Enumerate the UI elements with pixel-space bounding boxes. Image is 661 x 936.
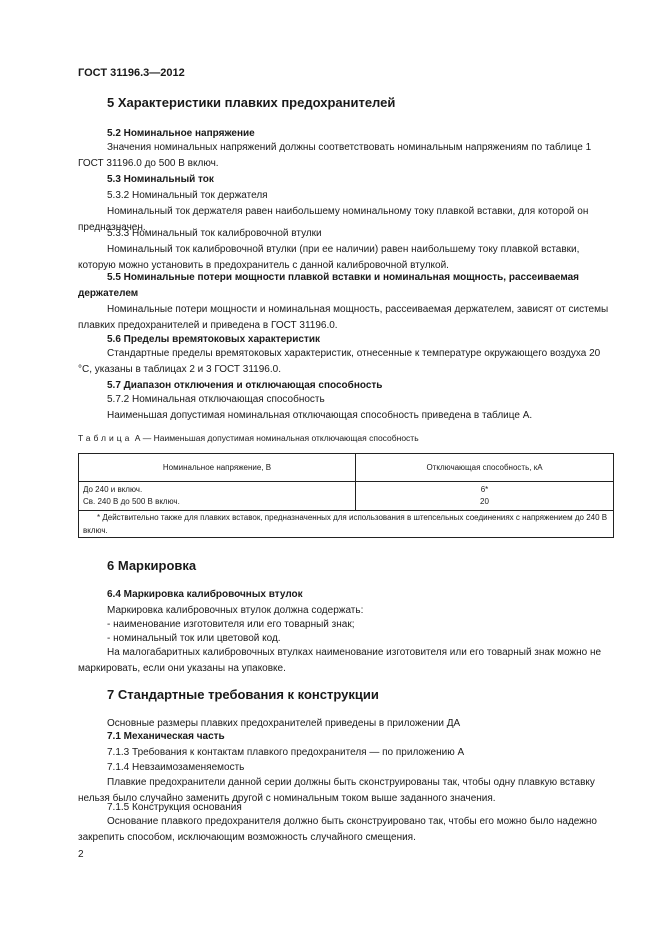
clause-5-2-text: Значения номинальных напряжений должны соответствовать номинальным напряжениям по таблице 1 ГОСТ 31196.0 до 500 В включ. <box>78 142 592 169</box>
section-5-heading: 5 Характеристики плавких предохранителей <box>107 95 396 110</box>
table-footnote: * Действительно также для плавких вставок, предназначенных для использования в штепсельных соединениях с напряжением до 240 В включ. <box>79 511 614 538</box>
marking-list-item-1: - наименование изготовителя или его товарный знак; <box>107 619 355 630</box>
clause-5-7-2-heading: 5.7.2 Номинальная отключающая способность <box>107 394 325 405</box>
clause-7-1-4-text: Плавкие предохранители данной серии должны быть сконструированы так, чтобы одну плавкую вставку нельзя было случайно заменить другой с номинальным током выше заданного значения. <box>78 777 595 804</box>
clause-7-1-5-heading: 7.1.5 Конструкция основания <box>107 802 242 813</box>
table-caption-title: А — Наименьшая допустимая номинальная отключающая способность <box>134 433 419 443</box>
clause-5-3-2-heading: 5.3.2 Номинальный ток держателя <box>107 190 268 201</box>
clause-5-3-heading: 5.3 Номинальный ток <box>107 174 214 185</box>
table-cell-voltage-1: До 240 и включ. <box>83 485 143 494</box>
clause-7-1-heading: 7.1 Механическая часть <box>107 731 225 742</box>
clause-5-2-heading: 5.2 Номинальное напряжение <box>107 128 255 139</box>
table-cell-voltage-2: Св. 240 В до 500 В включ. <box>83 497 180 506</box>
clause-5-5-text: Номинальные потери мощности и номинальная мощность, рассеиваемая держателем, зависят от системы плавких предохранителей и приведена в ГОСТ 31196.0. <box>78 304 609 331</box>
section-6-heading: 6 Маркировка <box>107 558 197 573</box>
table-cell-voltage <box>79 482 356 511</box>
clause-7-1-4-heading: 7.1.4 Невзаимозаменяемость <box>107 762 245 773</box>
table-header-capacity: Отключающая способность, кА <box>356 454 614 482</box>
clause-6-4-text: На малогабаритных калибровочных втулках наименование изготовителя или его товарный знак можно не маркировать, если они указаны на упаковке. <box>78 647 602 674</box>
clause-7-1-5-text: Основание плавкого предохранителя должно быть сконструировано так, чтобы его можно было надежно закрепить способом, исключающим возможность случайного смещения. <box>78 816 597 843</box>
clause-5-3-2-text: Номинальный ток держателя равен наибольшему номинальному току плавкой вставки, для которой он предназначен. <box>78 206 589 233</box>
table-cell-capacity-1: 6* <box>480 485 489 494</box>
marking-list-item-2: - номинальный ток или цветовой код. <box>107 633 281 644</box>
table-caption-label: Таблица <box>78 433 133 443</box>
section-7-heading: 7 Стандартные требования к конструкции <box>107 687 379 702</box>
clause-5-7-heading: 5.7 Диапазон отключения и отключающая способность <box>107 380 383 391</box>
clause-6-4-heading: 6.4 Маркировка калибровочных втулок <box>107 589 303 600</box>
clause-5-5-heading: 5.5 Номинальные потери мощности плавкой вставки и номинальная мощность, рассеиваемая держателем <box>78 272 580 299</box>
document-id: ГОСТ 31196.3—2012 <box>78 67 185 79</box>
table-cell-capacity <box>356 482 614 511</box>
page-number: 2 <box>78 849 84 860</box>
table-caption <box>78 433 419 443</box>
breaking-capacity-table <box>78 453 614 538</box>
clause-5-3-3-heading: 5.3.3 Номинальный ток калибровочной втулки <box>107 228 322 239</box>
table-cell-capacity-2: 20 <box>480 497 489 506</box>
clause-5-3-3-text: Номинальный ток калибровочной втулки (при ее наличии) равен наибольшему току плавкой вставки, которую можно установить в предохранитель с данной калибровочной втулкой. <box>78 244 580 271</box>
table-header-voltage: Номинальное напряжение, В <box>79 454 356 482</box>
clause-5-6-text: Стандартные пределы времятоковых характеристик, отнесенные к температуре окружающего воздуха 20 °С, указаны в таблицах 2 и 3 ГОСТ 31196.0. <box>78 348 601 375</box>
clause-5-7-2-text: Наименьшая допустимая номинальная отключающая способность приведена в таблице А. <box>107 410 533 421</box>
marking-list-intro: Маркировка калибровочных втулок должна содержать: <box>107 605 364 616</box>
clause-7-1-3-heading: 7.1.3 Требования к контактам плавкого предохранителя — по приложению А <box>107 747 465 758</box>
clause-5-6-heading: 5.6 Пределы времятоковых характеристик <box>107 334 321 345</box>
section-7-intro: Основные размеры плавких предохранителей приведены в приложении ДА <box>107 718 461 729</box>
